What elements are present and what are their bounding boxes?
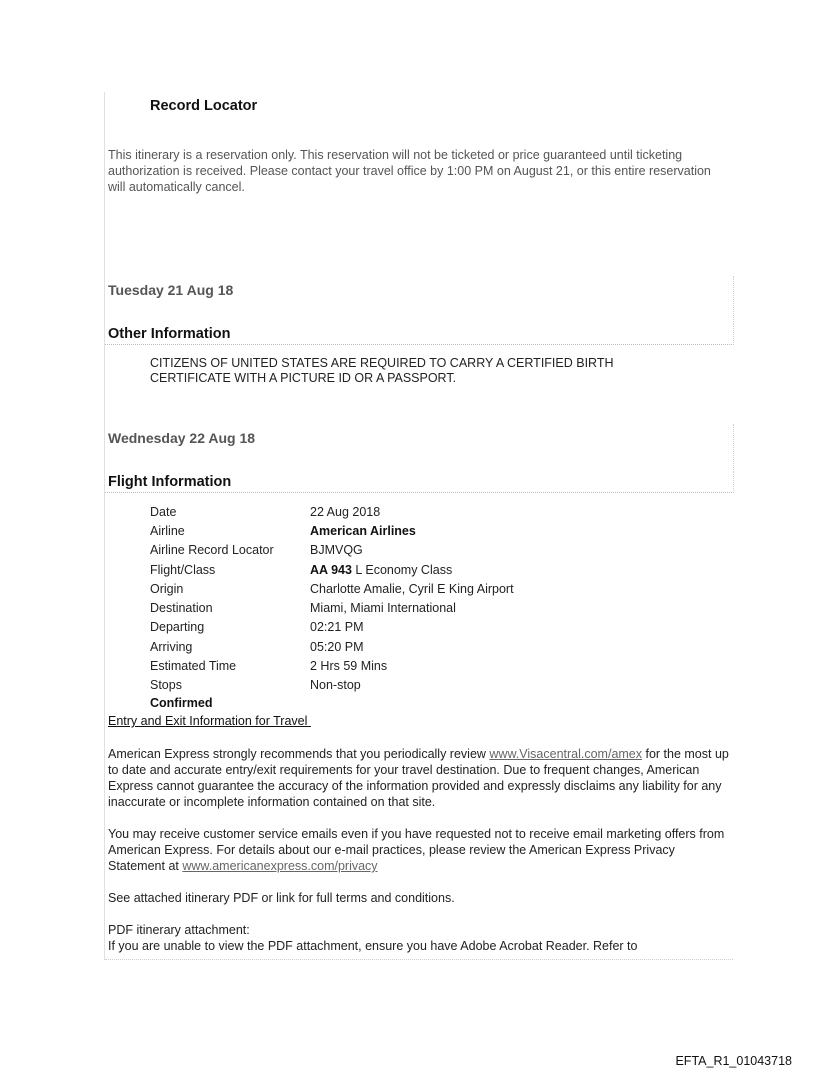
day-title: Tuesday 21 Aug 18 [108, 282, 234, 298]
arriving-label: Arriving [150, 639, 193, 654]
estimated-time-value: 2 Hrs 59 Mins [310, 659, 388, 674]
table-row [150, 541, 514, 560]
departing-label: Departing [150, 620, 205, 635]
table-row [150, 676, 514, 695]
table-row [150, 560, 514, 579]
record-locator-title: Record Locator [150, 98, 258, 114]
visacentral-link[interactable]: www.Visacentral.com/amex [489, 747, 643, 761]
flight-details-table [150, 502, 514, 695]
citizenship-requirement-text: CITIZENS OF UNITED STATES ARE REQUIRED TO CARRY A CERTIFIED BIRTH CERTIFICATE WITH A PICTURE ID OR A PASSPORT. [150, 356, 614, 385]
table-row [150, 656, 514, 675]
other-information-header [105, 324, 734, 345]
estimated-time-label: Estimated Time [150, 659, 237, 674]
terms-text: See attached itinerary PDF or link for full terms and conditions. [108, 891, 455, 905]
section-title: Flight Information [108, 474, 232, 490]
section-title: Other Information [108, 326, 231, 342]
booking-status: Confirmed [150, 696, 213, 710]
airline-label: Airline [150, 523, 185, 538]
stops-value: Non-stop [310, 678, 361, 693]
airline-value: American Airlines [310, 523, 416, 538]
destination-value: Miami, Miami International [310, 601, 456, 616]
origin-value: Charlotte Amalie, Cyril E King Airport [310, 581, 514, 596]
flight-class-value [310, 560, 514, 579]
amex-entry-requirements-paragraph [108, 746, 734, 810]
stops-label: Stops [150, 678, 182, 693]
table-row [150, 579, 514, 598]
pdf-attachment-text: If you are unable to view the PDF attachment, ensure you have Adobe Acrobat Reader. Refer to [108, 939, 638, 953]
reservation-notice: This itinerary is a reservation only. This reservation will not be ticketed or price guaranteed until ticketing authorization is received. Please contact your travel office by 1:00 PM on August 21, or this entire reservation will automatically cancel. [108, 148, 711, 194]
table-row [150, 598, 514, 617]
date-label: Date [150, 504, 177, 519]
table-row [150, 637, 514, 656]
flight-number: AA 943 [310, 562, 352, 577]
day-header-wednesday [105, 424, 734, 472]
origin-label: Origin [150, 581, 184, 596]
paragraph-text: for the most up to date and accurate entry/exit requirements for your travel destination. Due to frequent changes, American Express cannot guarantee the accuracy of the information provided and expressly disclaims any liability for any inaccurate or incomplete information contained on that site. [108, 747, 729, 809]
destination-label: Destination [150, 601, 213, 616]
paragraph-text: You may receive customer service emails even if you have requested not to receive email marketing offers from American Express. For details about our e-mail practices, please review the American Express Privacy Statement at [108, 827, 725, 873]
airline-record-locator-value: BJMVQG [310, 543, 363, 558]
day-header-tuesday [105, 276, 734, 324]
pdf-attachment-title: PDF itinerary attachment: [108, 923, 250, 937]
arriving-value: 05:20 PM [310, 639, 364, 654]
booking-class: L Economy Class [351, 562, 453, 577]
table-row [150, 521, 514, 540]
departing-value: 02:21 PM [310, 620, 364, 635]
bottom-divider [105, 959, 733, 960]
paragraph-text: American Express strongly recommends that you periodically review [108, 747, 490, 761]
privacy-statement-link[interactable]: www.americanexpress.com/privacy [182, 859, 378, 873]
itinerary-content [104, 92, 733, 960]
flight-information-header [105, 472, 734, 493]
table-row [150, 502, 514, 521]
entry-exit-info-link[interactable]: Entry and Exit Information for Travel [108, 714, 311, 728]
date-value: 22 Aug 2018 [310, 504, 381, 519]
document-id: EFTA_R1_01043718 [675, 1054, 792, 1068]
flight-class-label: Flight/Class [150, 562, 216, 577]
airline-record-locator-label: Airline Record Locator [150, 543, 274, 558]
day-title: Wednesday 22 Aug 18 [108, 430, 256, 446]
table-row [150, 618, 514, 637]
email-practices-paragraph [108, 826, 734, 874]
